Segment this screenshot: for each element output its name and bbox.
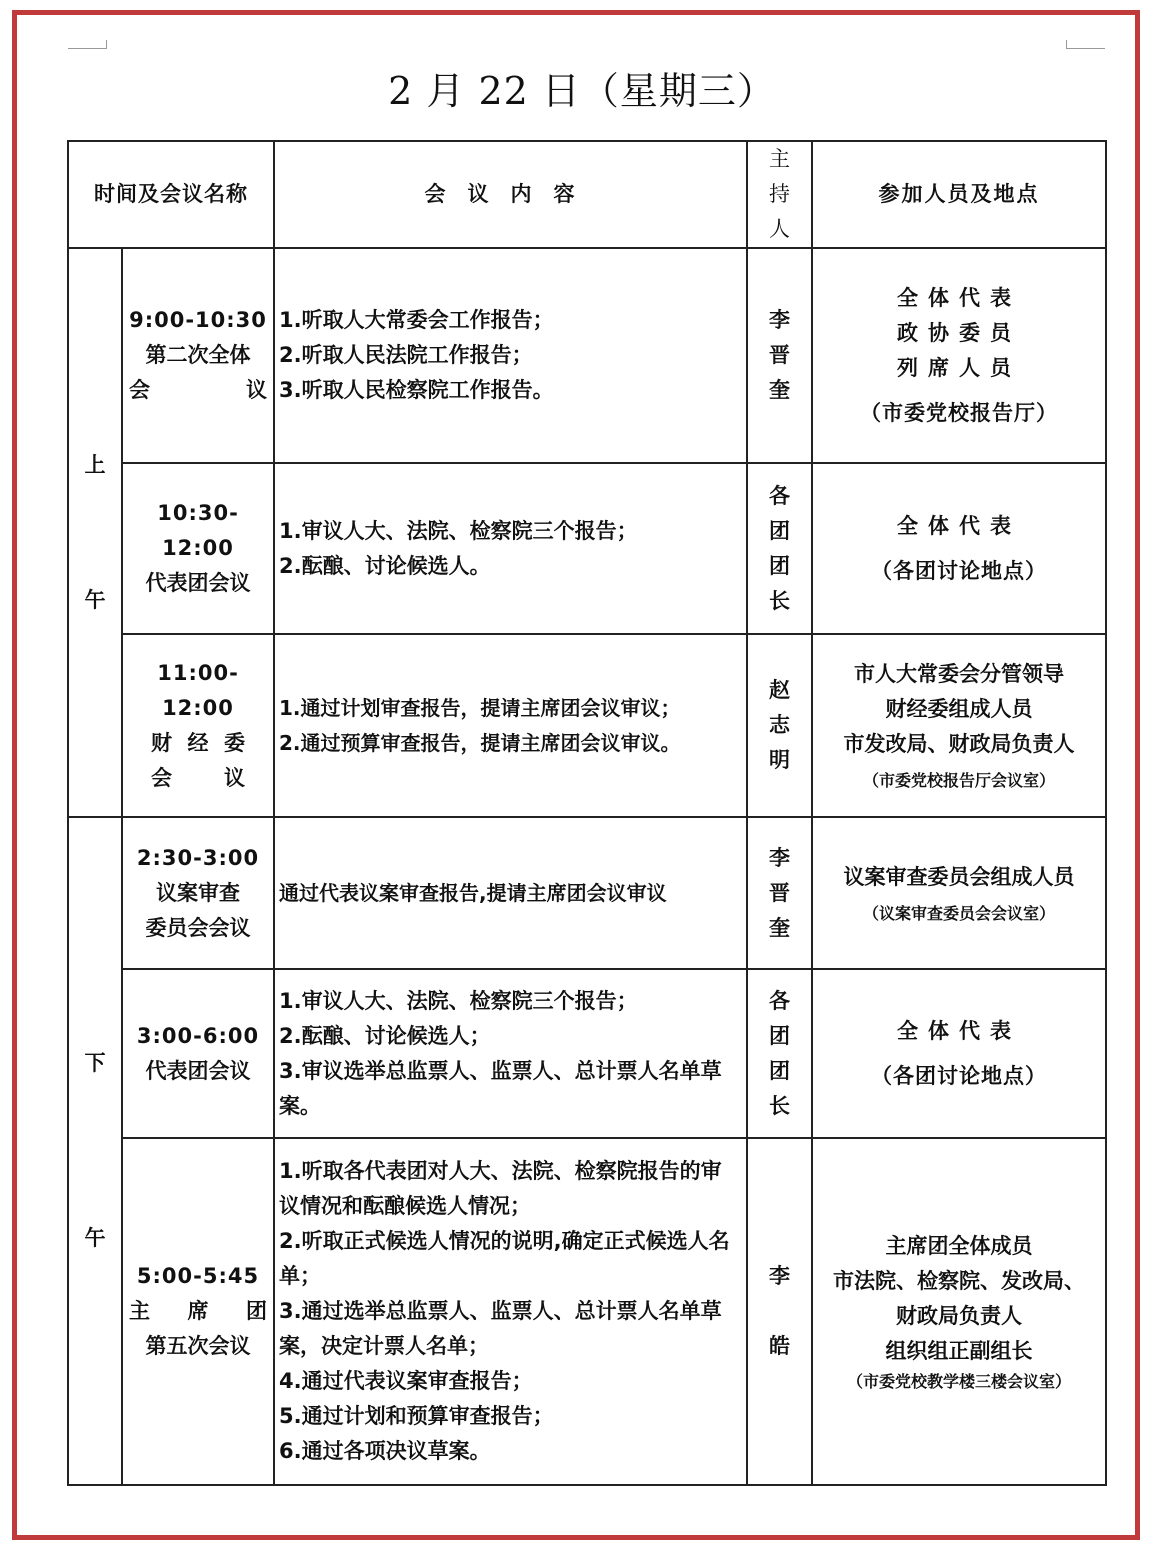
meeting-attendees: 议案审查委员会组成人员 （议案审查委员会会议室） xyxy=(812,817,1106,969)
meeting-time-name: 3:00-6:00 代表团会议 xyxy=(122,969,274,1138)
meeting-content: 通过代表议案审查报告,提请主席团会议审议 xyxy=(274,817,747,969)
meeting-content: 1.审议人大、法院、检察院三个报告； 2.酝酿、讨论候选人。 xyxy=(274,463,747,634)
page-title: 2 月 22 日（星期三） xyxy=(388,69,776,113)
meeting-host: 李 晋 奎 xyxy=(747,817,812,969)
crop-mark-top-left xyxy=(68,40,107,49)
table-row xyxy=(68,634,1106,817)
meeting-content: 1.审议人大、法院、检察院三个报告； 2.酝酿、讨论候选人； 3.审议选举总监票人、监票人、总计票人名单草案。 xyxy=(274,969,747,1138)
meeting-host: 各 团 团 长 xyxy=(747,463,812,634)
table-row xyxy=(68,248,1106,463)
period-afternoon: 下 午 xyxy=(68,817,122,1485)
crop-mark-top-right xyxy=(1066,40,1105,49)
meeting-attendees: 全体代表 （各团讨论地点） xyxy=(812,969,1106,1138)
header-time-name: 时间及会议名称 xyxy=(68,141,274,248)
schedule-table xyxy=(67,140,1107,1486)
period-morning: 上 午 xyxy=(68,248,122,817)
meeting-host: 李 皓 xyxy=(747,1138,812,1485)
header-row xyxy=(68,141,1106,248)
meeting-host: 各 团 团 长 xyxy=(747,969,812,1138)
meeting-attendees: 主席团全体成员 市法院、检察院、发改局、 财政局负责人 组织组正副组长 （市委党校教学楼三楼会议室） xyxy=(812,1138,1106,1485)
meeting-time-name: 10:30-12:00 代表团会议 xyxy=(122,463,274,634)
meeting-content: 1.通过计划审查报告，提请主席团会议审议； 2.通过预算审查报告，提请主席团会议审议。 xyxy=(274,634,747,817)
meeting-host: 李 晋 奎 xyxy=(747,248,812,463)
table-row xyxy=(68,817,1106,969)
meeting-content: 1.听取人大常委会工作报告； 2.听取人民法院工作报告； 3.听取人民检察院工作报告。 xyxy=(274,248,747,463)
meeting-time-name: 2:30-3:00 议案审查 委员会会议 xyxy=(122,817,274,969)
meeting-attendees: 全体代表 （各团讨论地点） xyxy=(812,463,1106,634)
meeting-time-name: 11:00-12:00 财经委 会 议 xyxy=(122,634,274,817)
meeting-host: 赵 志 明 xyxy=(747,634,812,817)
table-row xyxy=(68,463,1106,634)
meeting-attendees: 市人大常委会分管领导 财经委组成人员 市发改局、财政局负责人 （市委党校报告厅会议室） xyxy=(812,634,1106,817)
table-row xyxy=(68,969,1106,1138)
meeting-content: 1.听取各代表团对人大、法院、检察院报告的审议情况和酝酿候选人情况； 2.听取正式候选人情况的说明,确定正式候选人名单； 3.通过选举总监票人、监票人、总计票人名单草案，决定计票人名单； 4.通过代表议案审查报告； 5.通过计划和预算审查报告； 6.通过各项决议草案。 xyxy=(274,1138,747,1485)
table-row xyxy=(68,1138,1106,1485)
header-host: 主 持 人 xyxy=(747,141,812,248)
meeting-time-name: 5:00-5:45 主席团 第五次会议 xyxy=(122,1138,274,1485)
meeting-attendees: 全体代表 政协委员 列席人员 （市委党校报告厅） xyxy=(812,248,1106,463)
meeting-time-name: 9:00-10:30 第二次全体 会 议 xyxy=(122,248,274,463)
header-attendees: 参加人员及地点 xyxy=(812,141,1106,248)
header-content: 会议内容 xyxy=(274,141,747,248)
